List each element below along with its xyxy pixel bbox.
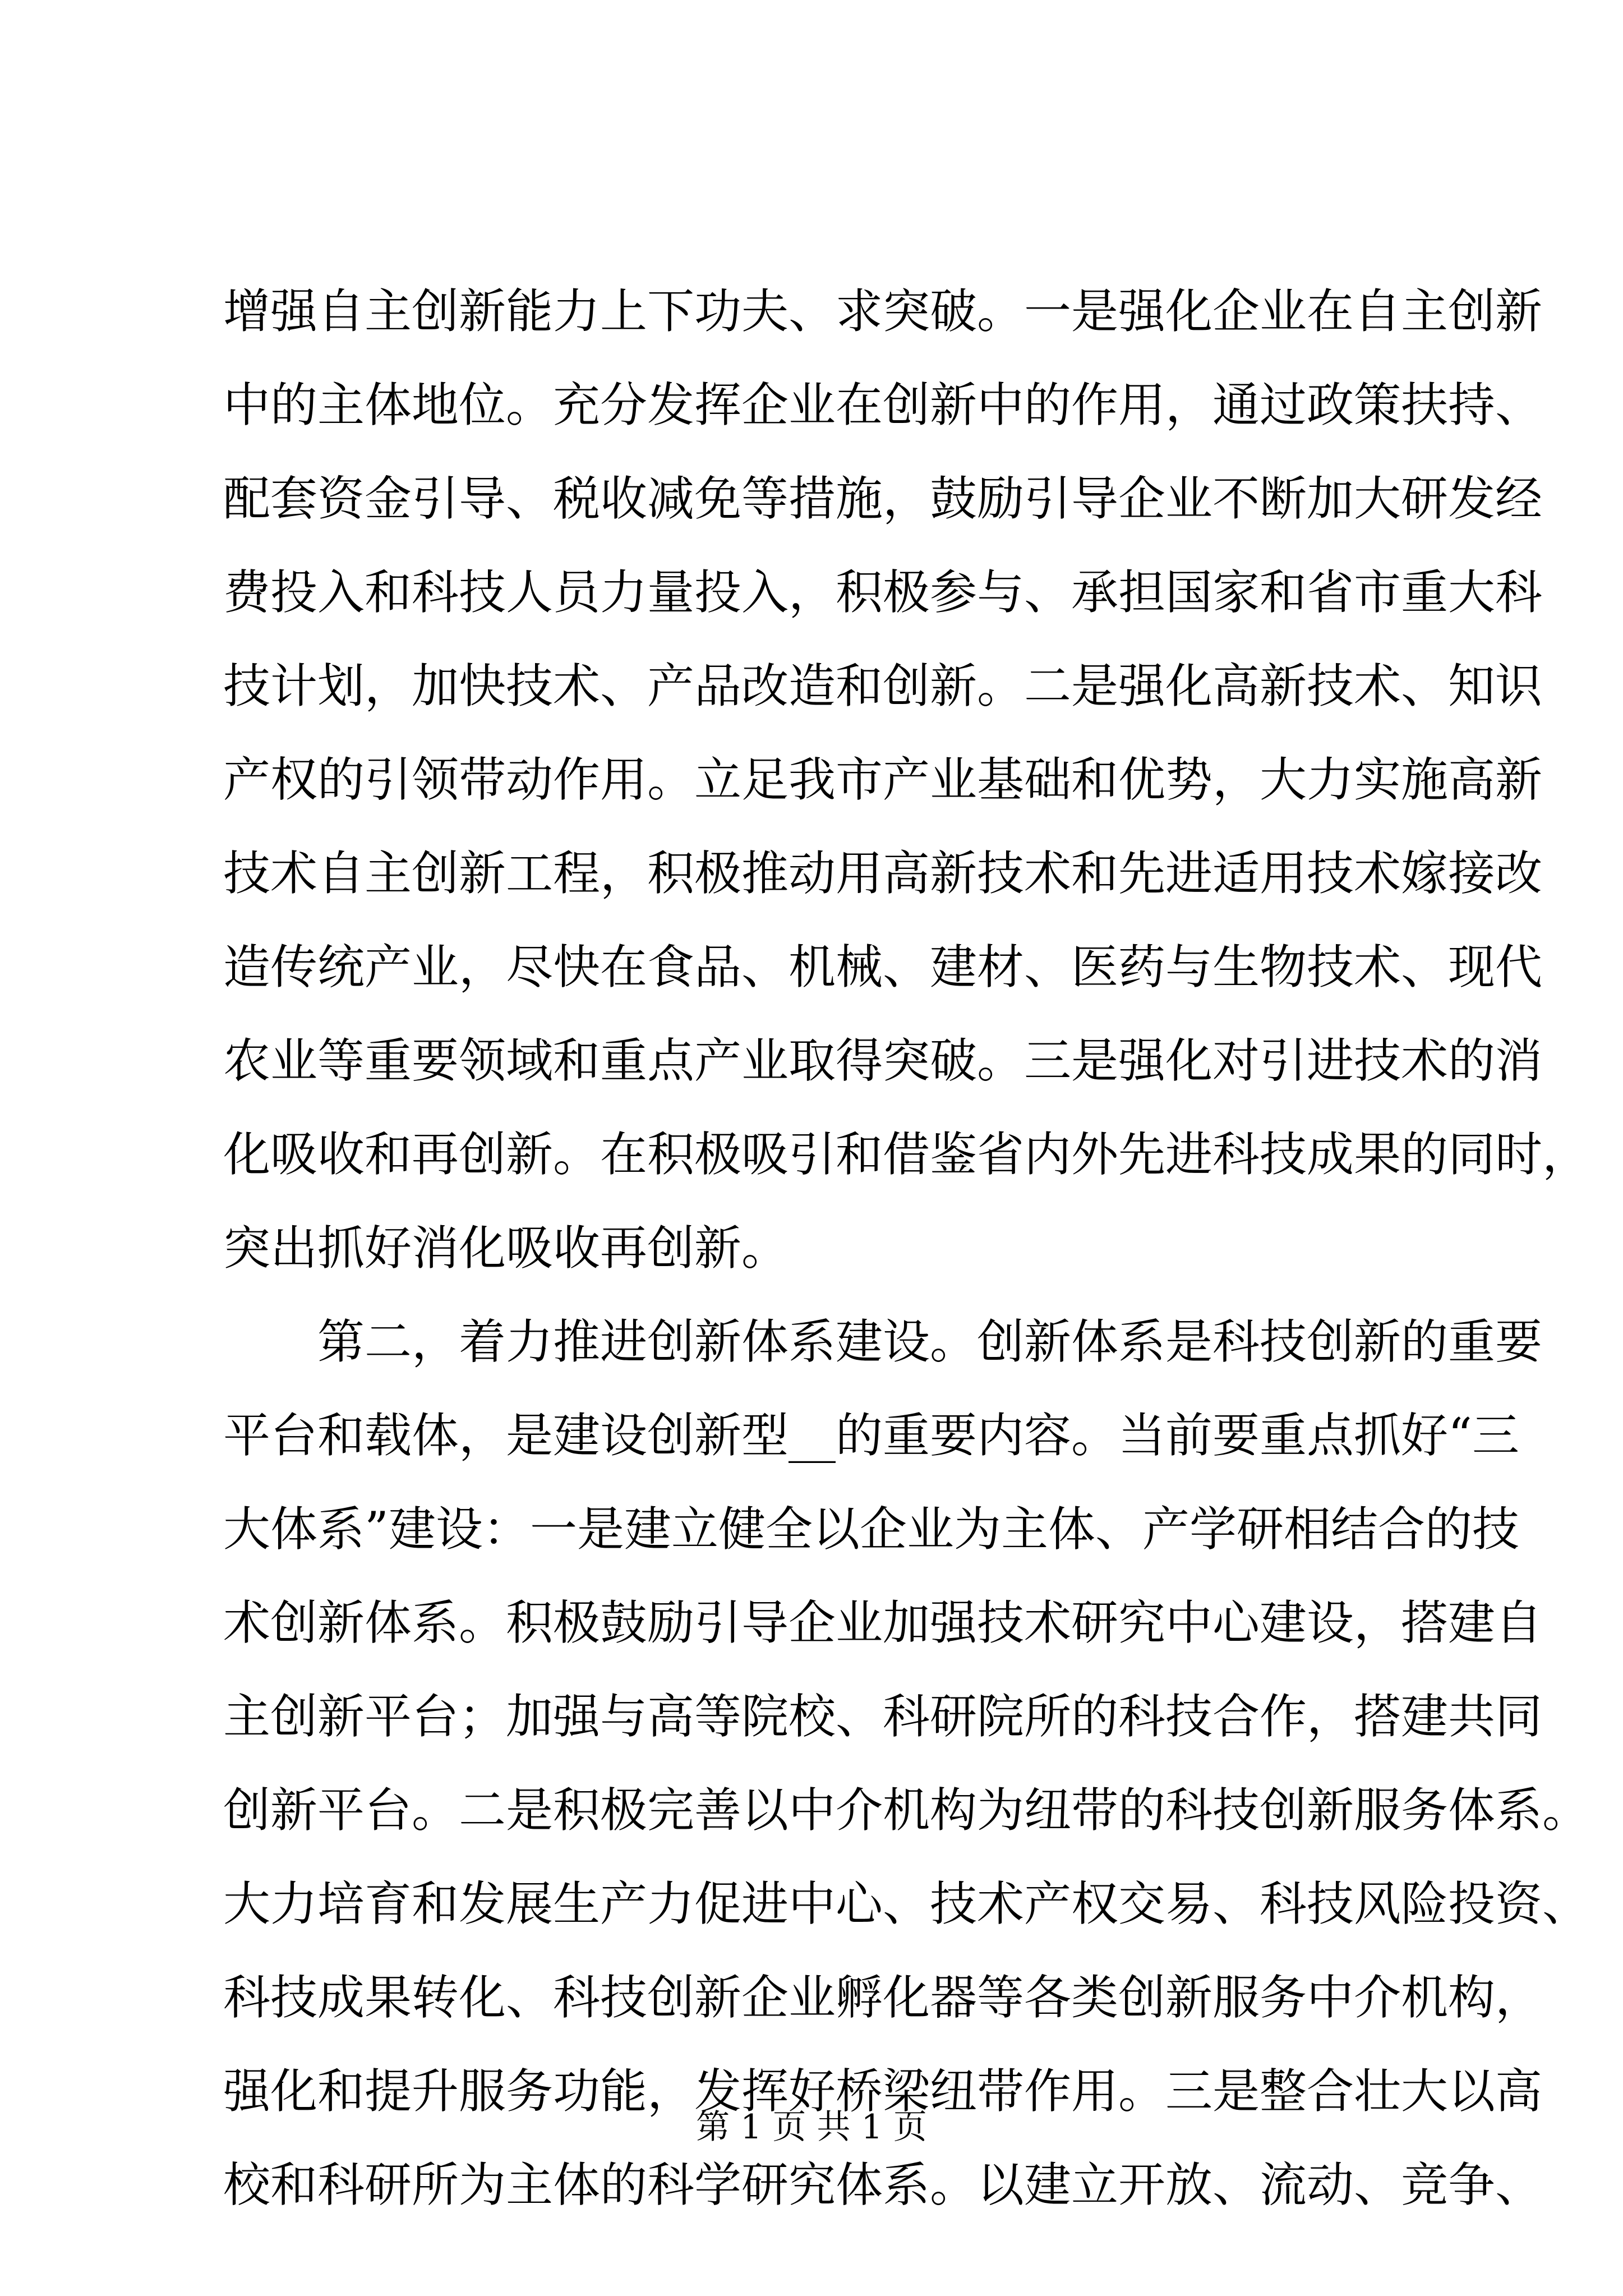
text-line: 大体系”建设：一是建立健全以企业为主体、产学研相结合的技 bbox=[223, 1502, 1519, 1557]
text-line: 农业等重要领域和重点产业取得突破。三是强化对引进技术的消 bbox=[223, 1033, 1543, 1088]
text-line: 大力培育和发展生产力促进中心、技术产权交易、科技风险投资、 bbox=[223, 1876, 1590, 1931]
text-line: 化吸收和再创新。在积极吸引和借鉴省内外先进科技成果的同时， bbox=[223, 1127, 1590, 1182]
text-line: 主创新平台；加强与高等院校、科研院所的科技合作，搭建共同 bbox=[223, 1689, 1543, 1744]
text-line: 强化和提升服务功能，发挥好桥梁纽带作用。三是整合壮大以高 bbox=[223, 2064, 1543, 2119]
text-line: 校和科研所为主体的科学研究体系。以建立开放、流动、竞争、 bbox=[223, 2157, 1543, 2212]
text-line: 术创新体系。积极鼓励引导企业加强技术研究中心建设，搭建自 bbox=[223, 1595, 1543, 1650]
text-line: 费投入和科技人员力量投入，积极参与、承担国家和省市重大科 bbox=[223, 565, 1543, 620]
text-line: 产权的引领带动作用。立足我市产业基础和优势，大力实施高新 bbox=[223, 752, 1543, 807]
paragraph-end-line: 突出抓好消化吸收再创新。 bbox=[223, 1221, 789, 1276]
text-line: 创新平台。二是积极完善以中介机构为纽带的科技创新服务体系。 bbox=[223, 1783, 1590, 1838]
body-text bbox=[223, 265, 1590, 2232]
text-line: 中的主体地位。充分发挥企业在创新中的作用，通过政策扶持、 bbox=[223, 378, 1543, 432]
text-line: 技计划，加快技术、产品改造和创新。二是强化高新技术、知识 bbox=[223, 659, 1543, 714]
text-line: 配套资金引导、税收减免等措施，鼓励引导企业不断加大研发经 bbox=[223, 471, 1543, 526]
paragraph-start-line: 第二，着力推进创新体系建设。创新体系是科技创新的重要 bbox=[223, 1314, 1543, 1369]
text-line: 造传统产业，尽快在食品、机械、建材、医药与生物技术、现代 bbox=[223, 940, 1543, 995]
text-line: 增强自主创新能力上下功夫、求突破。一是强化企业在自主创新 bbox=[223, 284, 1543, 339]
text-line: 技术自主创新工程，积极推动用高新技术和先进适用技术嫁接改 bbox=[223, 846, 1543, 901]
text-line: 平台和载体，是建设创新型__的重要内容。当前要重点抓好“三 bbox=[223, 1408, 1519, 1463]
page-number-footer: 第 1 页 共 1 页 bbox=[696, 2108, 927, 2147]
text-line: 科技成果转化、科技创新企业孵化器等各类创新服务中介机构， bbox=[223, 1970, 1543, 2025]
